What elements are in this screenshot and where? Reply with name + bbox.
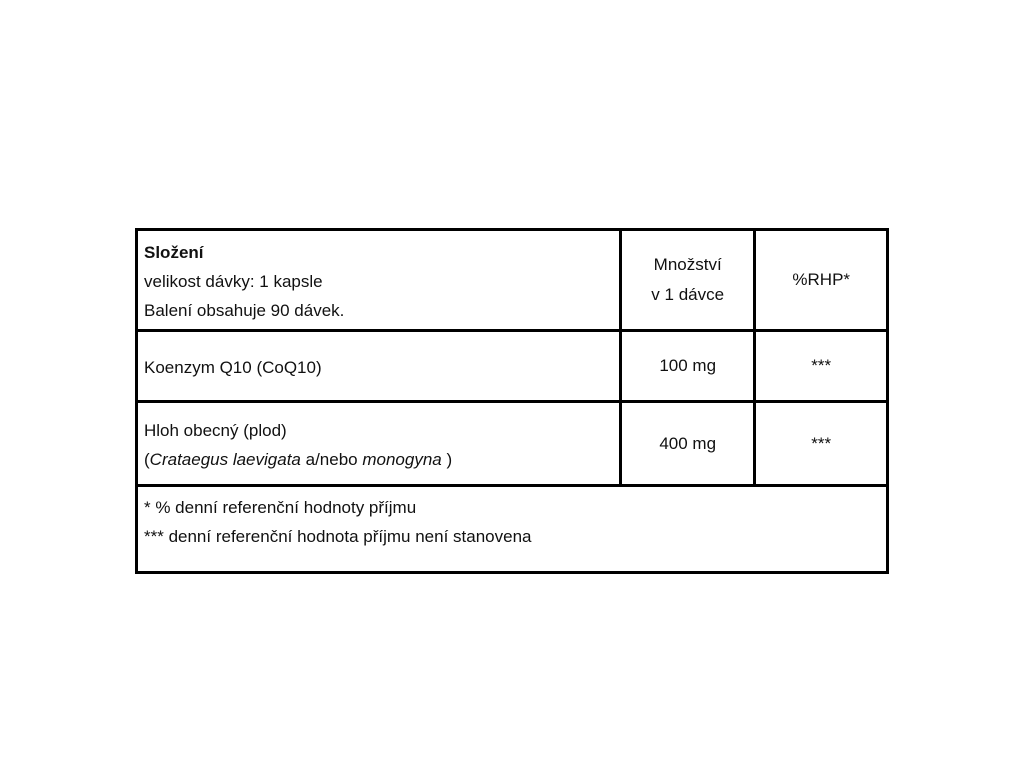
amount-header-cell (620, 230, 755, 331)
latin-genus: Crataegus laevigata (149, 449, 301, 469)
footnotes-cell (137, 486, 888, 573)
table-row (137, 331, 888, 402)
composition-header-cell (137, 230, 621, 331)
latin-close-paren: ) (441, 449, 453, 469)
rhp-header-cell (755, 230, 888, 331)
serving-size-text: velikost dávky: 1 kapsle (144, 271, 323, 291)
ingredient-name: Hloh obecný (plod) (144, 420, 287, 440)
ingredient-rhp-cell (755, 402, 888, 486)
latin-species: monogyna (362, 449, 442, 469)
footnote-not-established: *** denní referenční hodnota příjmu není stanovena (144, 527, 532, 546)
supplement-facts-table (135, 228, 889, 574)
ingredient-name-cell (137, 402, 621, 486)
ingredient-rhp: *** (811, 356, 832, 375)
ingredient-name-cell (137, 331, 621, 402)
ingredient-rhp: *** (811, 433, 832, 453)
table-header-row (137, 230, 888, 331)
footnote-rhp: * % denní referenční hodnoty příjmu (144, 498, 417, 517)
package-count-text: Balení obsahuje 90 dávek. (144, 300, 345, 320)
ingredient-amount: 100 mg (659, 356, 717, 375)
amount-header-line1: Množství (653, 255, 722, 274)
footnotes-row (137, 486, 888, 573)
latin-open-paren: ( (144, 449, 150, 469)
ingredient-name: Koenzym Q10 (CoQ10) (144, 357, 322, 377)
latin-name (144, 445, 613, 474)
ingredient-amount: 400 mg (659, 433, 717, 453)
ingredient-amount-cell (620, 331, 755, 402)
amount-header-line2: v 1 dávce (651, 285, 725, 304)
latin-connector: a/nebo (300, 449, 363, 469)
ingredient-rhp-cell (755, 331, 888, 402)
table-row (137, 402, 888, 486)
rhp-header-label: %RHP* (792, 270, 851, 289)
ingredient-amount-cell (620, 402, 755, 486)
composition-title: Složení (144, 242, 204, 262)
